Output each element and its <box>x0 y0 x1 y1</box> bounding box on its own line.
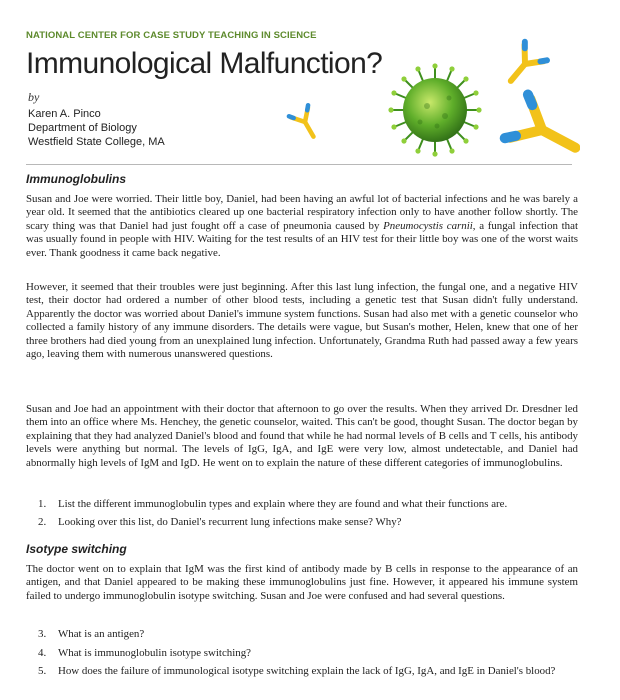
question-number: 2. <box>38 516 47 528</box>
section-heading-immunoglobulins: Immunoglobulins <box>26 172 126 186</box>
question-text: What is immunoglobulin isotype switching? <box>58 647 251 659</box>
author-institution: Westfield State College, MA <box>28 136 165 148</box>
antibody-top-icon <box>500 42 547 91</box>
question-text: How does the failure of immunological isotype switching explain the lack of IgG, IgA, and IgE in Daniel's blood? <box>58 665 556 677</box>
question-text: Looking over this list, do Daniel's recurrent lung infections make sense? Why? <box>58 516 402 528</box>
header-divider <box>26 164 572 165</box>
paragraph-2: However, it seemed that their troubles were just beginning. After this last lung infection, the fungal one, and a negative HIV test, their doctor had ordered a number of other blood tests, including a genetic test that Susan didn't fully understand. Apparently the doctor was worried about Daniel's immune system functions. Susan had also met with a genetic counselor who collected a family history of any immune disorders. The details were vague, but Susan's mother, Helen, knew that one of her three brothers had died young from an unexplained lung infection. Unfortunately, Grandma Ruth had passed away a few years ago, leaving them with numerous unanswered questions. <box>26 281 578 361</box>
author-department: Department of Biology <box>28 122 137 134</box>
antibody-virus-illustration <box>280 30 580 162</box>
paragraph-3: Susan and Joe had an appointment with their doctor that afternoon to go over the results. When they arrived Dr. Dresdner led them into an office where Ms. Henchey, the genetic counselor, waited. This can't be good, thought Susan. The doctor began by explaining that they had analyzed Daniel's blood and found that while he had normal levels of B cells and T cells, his antibody levels were anything but normal. The levels of IgG, IgA, and IgE were very low, almost undetectable, and Daniel had abnormally high levels of IgM and IgD. He went on to explain the nature of these different categories of immunoglobulins. <box>26 403 578 469</box>
paragraph-1: Susan and Joe were worried. Their little boy, Daniel, had been having an awful lot of bacterial infections and he was barely a year old. It seemed that the antibiotics cleared up one bacterial respiratory infection only to have another follow shortly. The scary thing was that Daniel had just fought off a case of pneumonia caused by Pneumocystis carnii, a fungal infection that was usually found in people with HIV. Waiting for the test results of an HIV test for their little boy was one of the worst waits ever. Thank goodness it came back negative. <box>26 193 578 259</box>
organization-name: NATIONAL CENTER FOR CASE STUDY TEACHING IN SCIENCE <box>26 30 317 41</box>
question-number: 3. <box>38 628 47 640</box>
question-number: 1. <box>38 498 47 510</box>
pathogen-name: Pneumocystis carnii <box>383 219 473 232</box>
page-title: Immunological Malfunction? <box>26 47 383 80</box>
question-text: List the different immunoglobulin types and explain where they are found and what their functions are. <box>58 498 508 510</box>
question-number: 4. <box>38 647 47 659</box>
question-number: 5. <box>38 665 47 677</box>
section-heading-isotype-switching: Isotype switching <box>26 542 127 556</box>
author-name: Karen A. Pinco <box>28 108 101 120</box>
question-text: What is an antigen? <box>58 628 145 640</box>
antibody-small-icon <box>289 105 323 142</box>
author-block <box>28 107 165 149</box>
antibody-large-icon <box>505 95 580 162</box>
paragraph-4: The doctor went on to explain that IgM was the first kind of antibody made by B cells in response to the appearance of an antigen, and that Daniel appeared to be making these immunoglobulins just fine. However, it appeared his immune system failed to undergo immunoglobulin isotype switching. Susan and Joe were confused and had several questions. <box>26 563 578 602</box>
by-line: by <box>28 90 40 104</box>
virus-icon <box>388 63 481 156</box>
